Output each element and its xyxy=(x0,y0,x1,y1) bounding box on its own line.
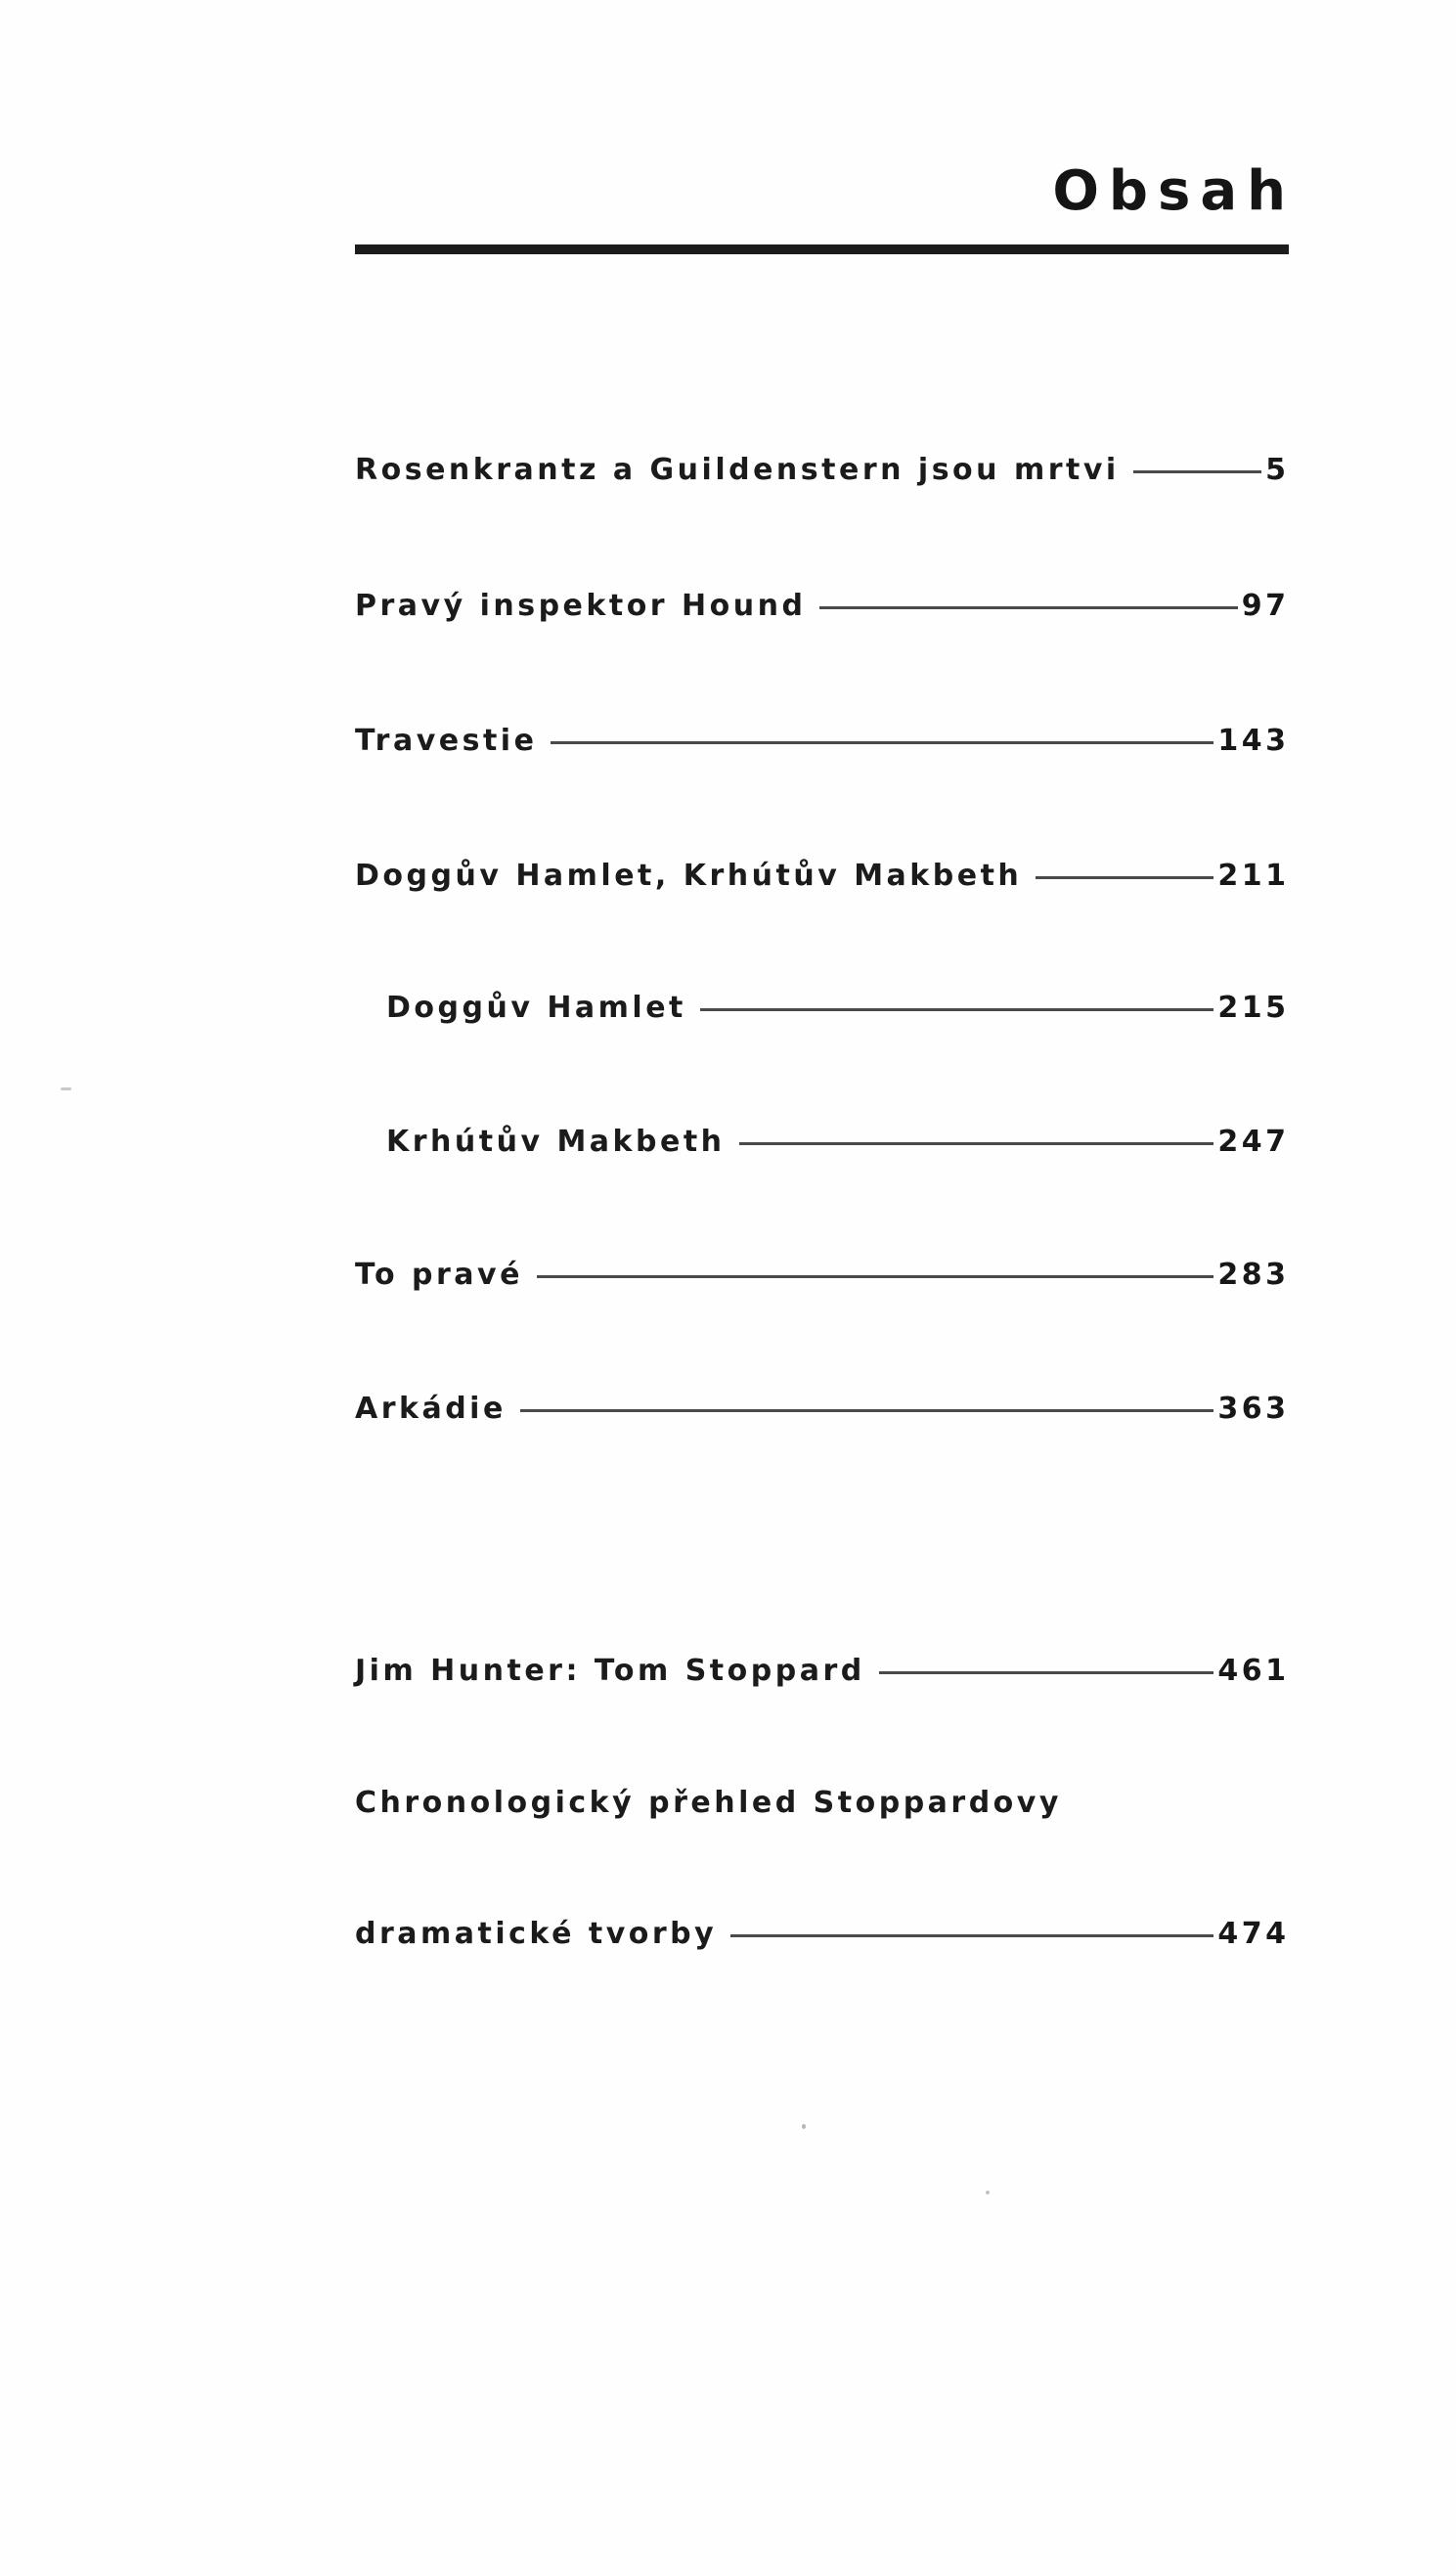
toc-entry xyxy=(355,1387,1290,1430)
toc-entry-page: 5 xyxy=(1265,452,1290,487)
leader-line xyxy=(1133,470,1261,473)
toc-entry-page: 247 xyxy=(1217,1124,1290,1159)
toc-entry-title: Travestie xyxy=(355,723,538,758)
toc-entry-title: Chronologický přehled Stoppardovy xyxy=(355,1785,1062,1820)
page-title: Obsah xyxy=(1052,159,1296,223)
toc-entry xyxy=(355,854,1290,897)
leader-line xyxy=(1036,876,1213,879)
toc-entry-page: 211 xyxy=(1217,858,1290,893)
leader-line xyxy=(879,1671,1214,1674)
leader-line xyxy=(700,1008,1213,1011)
leader-line xyxy=(739,1142,1214,1145)
scan-artifact xyxy=(61,1087,71,1090)
toc-entry-title: Doggův Hamlet, Krhútův Makbeth xyxy=(355,858,1023,893)
toc-entry-title: Jim Hunter: Tom Stoppard xyxy=(355,1653,865,1688)
toc-entry-wrapped-line-1 xyxy=(355,1781,1286,1824)
toc-entry-title: To pravé xyxy=(355,1257,523,1292)
toc-entry-title: dramatické tvorby xyxy=(355,1916,718,1951)
leader-line xyxy=(819,606,1237,609)
toc-entry-title: Krhútův Makbeth xyxy=(386,1124,726,1159)
page-header xyxy=(355,159,1296,223)
toc-entry-page: 474 xyxy=(1217,1916,1290,1951)
toc-subentry xyxy=(386,1120,1290,1163)
toc-entry xyxy=(355,1253,1290,1296)
toc-entry-title: Pravý inspektor Hound xyxy=(355,588,807,623)
leader-line xyxy=(551,741,1213,744)
leader-line xyxy=(730,1934,1213,1937)
toc-entry-page: 283 xyxy=(1217,1257,1290,1292)
title-rule xyxy=(355,244,1289,254)
leader-line xyxy=(537,1275,1213,1278)
toc-subentry xyxy=(386,986,1290,1029)
toc-entry-title: Doggův Hamlet xyxy=(386,990,686,1025)
toc-entry-title: Rosenkrantz a Guildenstern jsou mrtvi xyxy=(355,452,1120,487)
toc-entry-page: 363 xyxy=(1217,1391,1290,1426)
toc-entry-title: Arkádie xyxy=(355,1391,507,1426)
scan-artifact xyxy=(985,2190,990,2194)
toc-entry-page: 215 xyxy=(1217,990,1290,1025)
toc-entry-wrapped-line-2 xyxy=(355,1912,1290,1955)
toc-entry-page: 143 xyxy=(1217,723,1290,758)
scan-artifact xyxy=(802,2124,806,2129)
toc-entry-page: 461 xyxy=(1217,1653,1290,1688)
toc-entry xyxy=(355,719,1290,762)
toc-entry xyxy=(355,584,1290,627)
toc-entry xyxy=(355,448,1290,491)
toc-entry-page: 97 xyxy=(1241,588,1290,623)
leader-line xyxy=(520,1409,1214,1412)
toc-entry xyxy=(355,1649,1290,1692)
